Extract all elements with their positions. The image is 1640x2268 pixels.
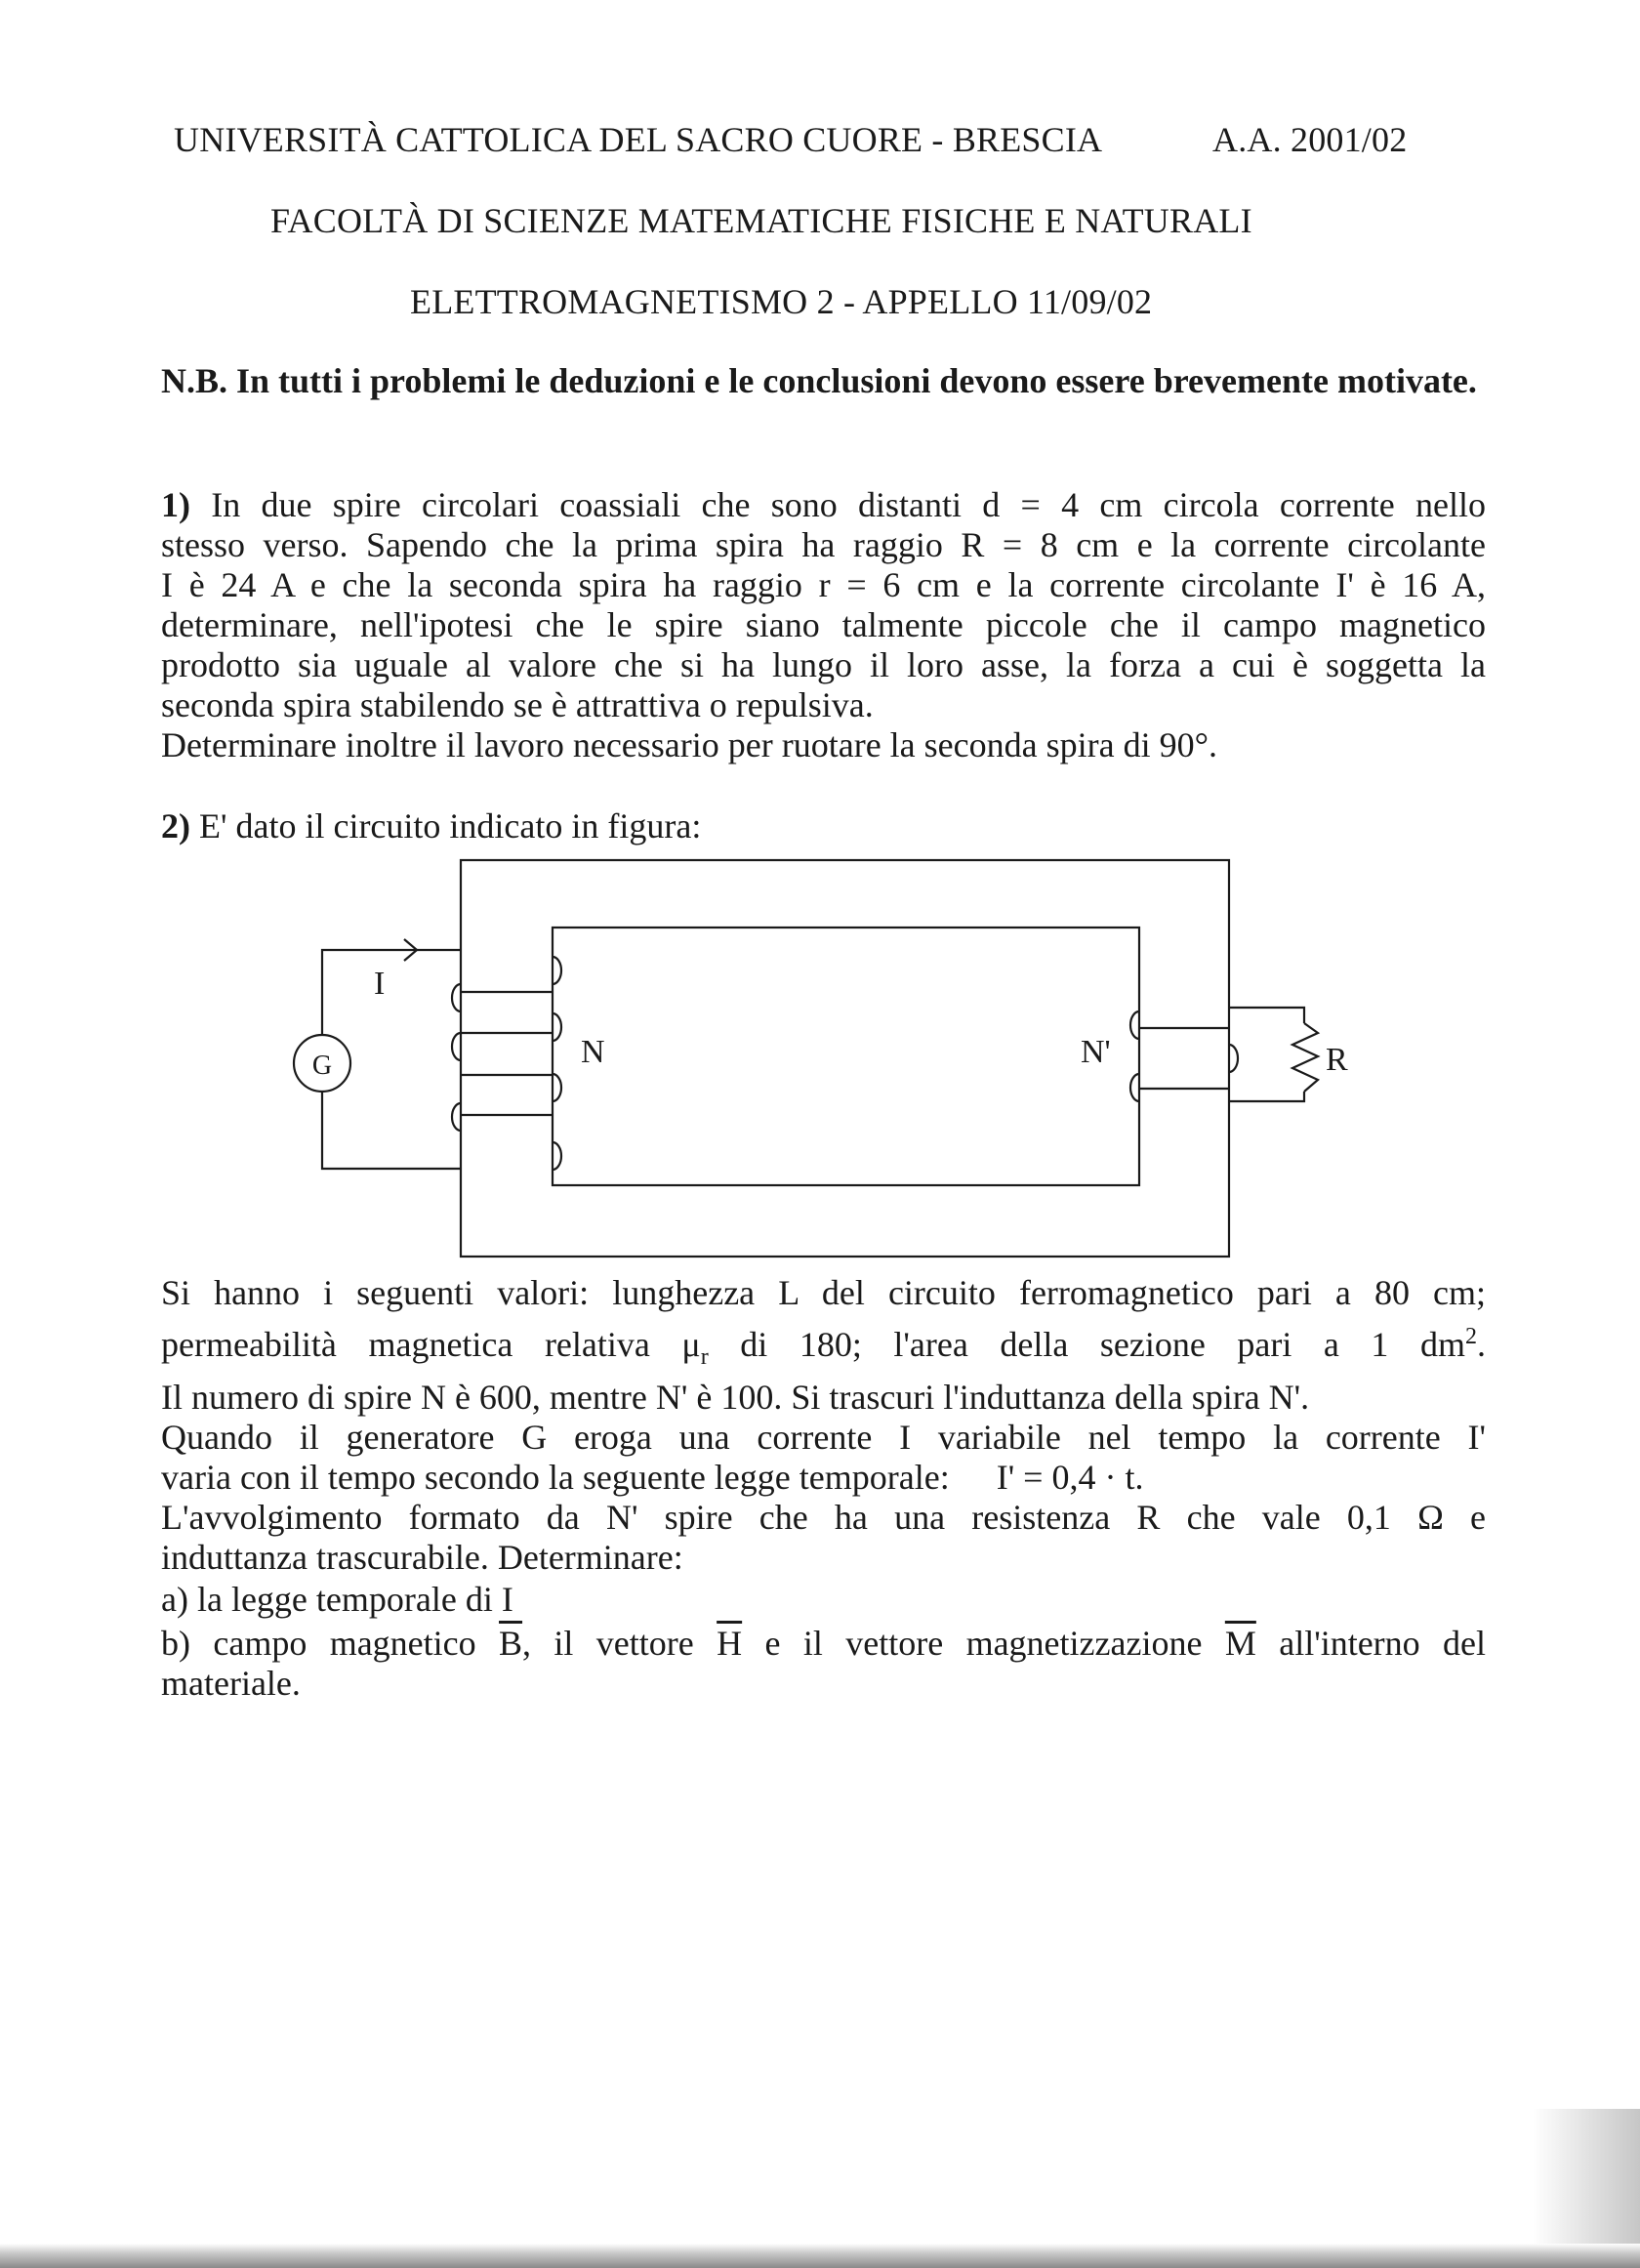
academic-year: A.A. 2001/02: [1212, 120, 1408, 159]
problem-1: [161, 485, 1486, 765]
mu-symbol: μ: [681, 1325, 701, 1364]
item-b: b) campo magnetico $\overline{B}$, il vettore $\overline{H}$ e il vettore magnetizzazione $\overline{M}$ all'interno del: [161, 1624, 1487, 1664]
primary-wire: [322, 1092, 461, 1169]
problem-1-line: seconda spira stabilendo se è attrattiva o repulsiva.: [161, 685, 874, 724]
item-a: a) la legge temporale di I: [161, 1580, 513, 1620]
problem-2-line: Si hanno i seguenti valori: lunghezza L del circuito ferromagnetico pari a 80 cm;: [161, 1273, 1486, 1312]
scan-edge: [0, 2244, 1640, 2268]
resistor-icon: [1292, 1023, 1318, 1092]
secondary-wire: [1229, 1092, 1304, 1101]
secondary-winding: [1130, 1011, 1238, 1101]
university-title: UNIVERSITÀ CATTOLICA DEL SACRO CUORE - BRESCIA: [174, 120, 1103, 159]
area-exponent: 2: [1465, 1324, 1477, 1349]
problem-2-line: permeabilità magnetica relativa $\mu_r$ di 180; l'area della sezione pari a 1 $dm^2$.: [161, 1324, 1486, 1371]
faculty-title: FACOLTÀ DI SCIENZE MATEMATICHE FISICHE E NATURALI: [270, 201, 1252, 240]
current-law: I' = 0,4 · t.: [996, 1458, 1144, 1498]
problem-2-body: [161, 1273, 1486, 1704]
problem-1-line: 1) In due spire circolari coassiali che sono distanti d = 4 cm circola corrente nello: [161, 485, 1486, 524]
exam-title: ELETTROMAGNETISMO 2 - APPELLO 11/09/02: [410, 282, 1153, 321]
problem-number: 1): [161, 485, 190, 524]
vector-m: $\overline{M}$: [1224, 1624, 1256, 1664]
secondary-turns-label: N': [1081, 1034, 1111, 1070]
problem-1-line: I è 24 A e che la seconda spira ha raggio r = 6 cm e la corrente circolante I' è 16 A,: [161, 565, 1486, 604]
problem-2-line: Quando il generatore G eroga una corrente I variabile nel tempo la corrente I': [161, 1418, 1486, 1458]
secondary-wire: [1229, 1008, 1304, 1023]
problem-1-line: prodotto sia uguale al valore che si ha lungo il loro asse, la forza a cui è soggetta la: [161, 645, 1486, 684]
core-outer-outline: [461, 860, 1229, 1257]
item-b-continuation: materiale.: [161, 1664, 301, 1704]
problem-2-intro: 2) E' dato il circuito indicato in figura:: [161, 806, 702, 845]
generator-label: G: [311, 1051, 333, 1081]
problem-2-line: L'avvolgimento formato da N' spire che ha una resistenza R che vale 0,1 Ω e: [161, 1498, 1486, 1538]
scan-artifact: [1533, 2109, 1640, 2246]
resistor-label: R: [1326, 1042, 1348, 1078]
problem-1-line: determinare, nell'ipotesi che le spire siano talmente piccole che il campo magnetico: [161, 605, 1486, 644]
primary-turns-label: N: [581, 1034, 605, 1070]
vector-h: $\overline{H}$: [717, 1624, 743, 1664]
problem-2-line: Il numero di spire N è 600, mentre N' è 100. Si trascuri l'induttanza della spira N'.: [161, 1378, 1310, 1418]
general-note: N.B. In tutti i problemi le deduzioni e le conclusioni devono essere brevemente motivate.: [161, 361, 1477, 400]
core-inner-outline: [553, 928, 1139, 1185]
problem-2-line: induttanza trascurabile. Determinare:: [161, 1538, 683, 1578]
primary-wire: [322, 950, 461, 1035]
problem-number: 2): [161, 806, 190, 845]
problem-1-line: stesso verso. Sapendo che la prima spira ha raggio R = 8 cm e la corrente circolante: [161, 525, 1486, 564]
current-label: I: [374, 966, 386, 1002]
vector-b: $\overline{B}$: [499, 1624, 523, 1664]
mu-subscript: r: [700, 1344, 709, 1371]
circuit-figure: [283, 847, 1376, 1265]
problem-1-last-line: Determinare inoltre il lavoro necessario per ruotare la seconda spira di 90°.: [161, 725, 1217, 764]
problem-2-line: varia con il tempo secondo la seguente legge temporale: I' = 0,4 · t.: [161, 1458, 1144, 1498]
primary-winding: [452, 957, 561, 1170]
